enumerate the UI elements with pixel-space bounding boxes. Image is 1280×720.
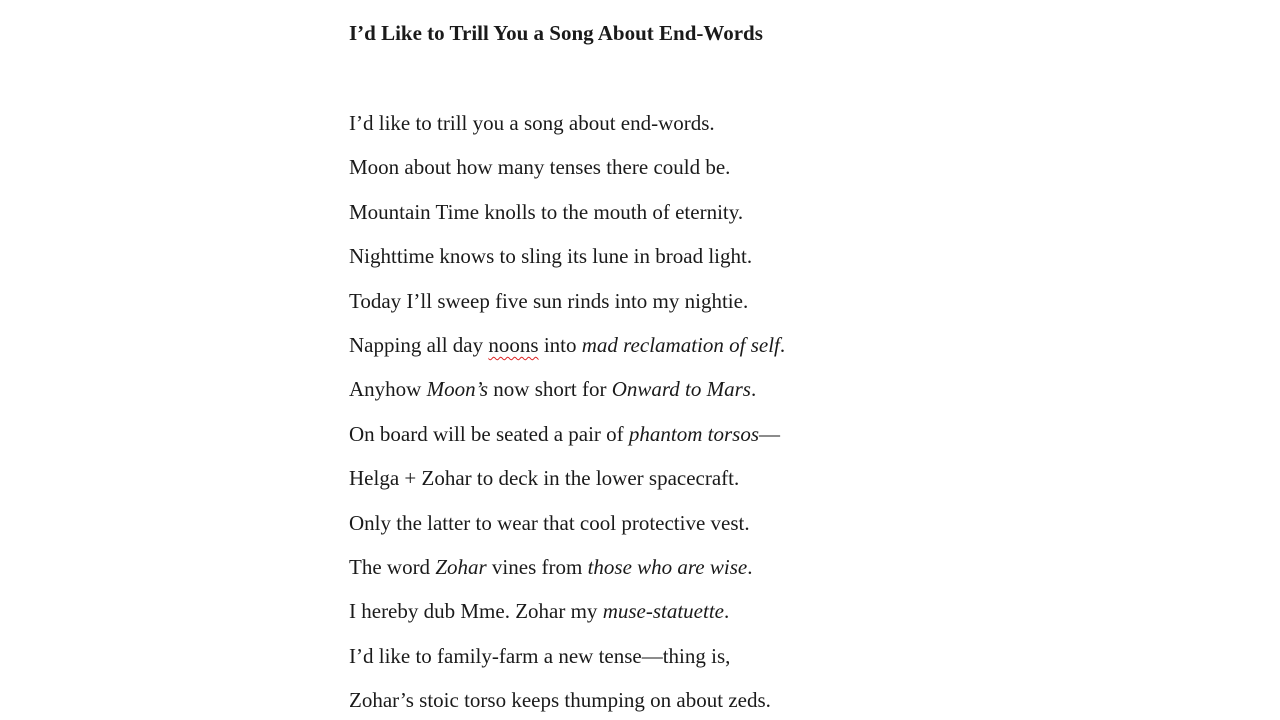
poem-line: Moon about how many tenses there could be. [349, 155, 731, 180]
poem-line: Only the latter to wear that cool protective vest. [349, 510, 750, 535]
poem-line: Today I’ll sweep five sun rinds into my nightie. [349, 288, 749, 313]
poem-line: Anyhow Moon’s now short for Onward to Mars. [349, 377, 757, 402]
spelling-error-word[interactable]: noons [488, 332, 539, 357]
poem-line: Zohar’s stoic torso keeps thumping on about zeds. [349, 688, 771, 713]
poem-line: Mountain Time knolls to the mouth of eternity. [349, 199, 744, 224]
poem-line: The word Zohar vines from those who are wise. [349, 554, 753, 579]
poem-line: Nighttime knows to sling its lune in broad light. [349, 244, 753, 269]
poem-line: I’d like to family-farm a new tense—thing is, [349, 643, 731, 668]
poem-line: I’d like to trill you a song about end-words. [349, 111, 715, 135]
poem-line: On board will be seated a pair of phantom torsos— [349, 421, 781, 446]
poem-line: I hereby dub Mme. Zohar my muse-statuette. [349, 599, 730, 624]
poem-line: Helga + Zohar to deck in the lower spacecraft. [349, 466, 740, 491]
poem-line: Napping all day noons into mad reclamation of self. [349, 332, 786, 357]
poem-body [349, 109, 785, 720]
poem-title: I’d Like to Trill You a Song About End-Words [349, 21, 763, 45]
